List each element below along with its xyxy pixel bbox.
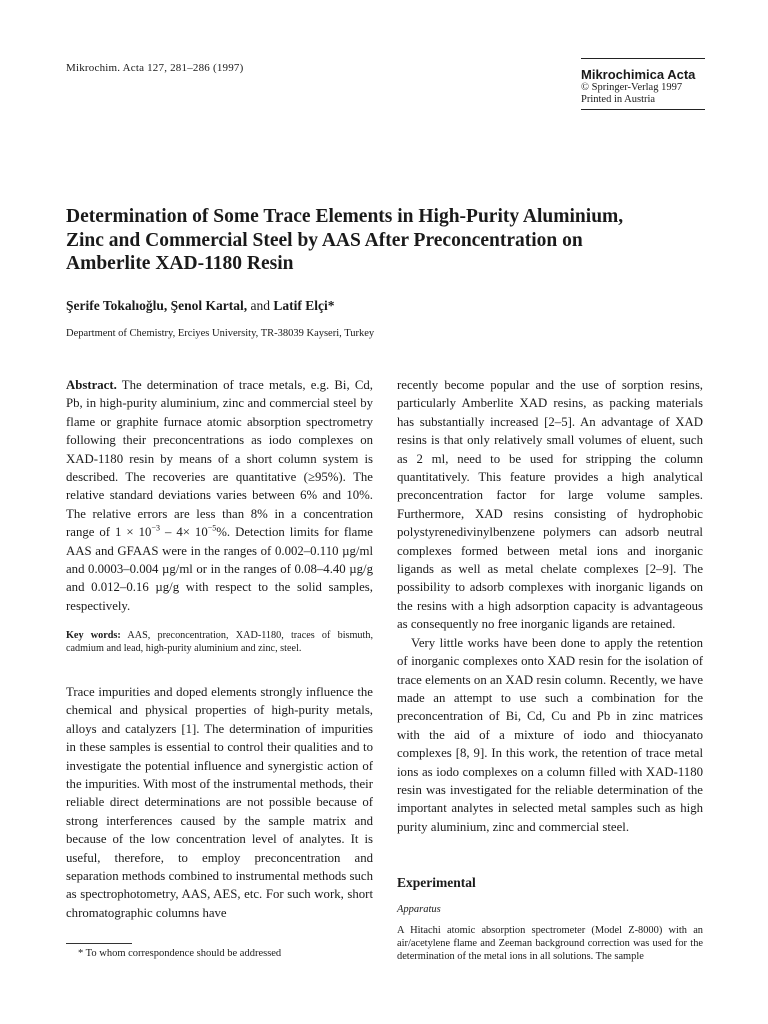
title-line: Zinc and Commercial Steel by AAS After Preconcentration on bbox=[66, 229, 583, 251]
article-title bbox=[66, 205, 666, 276]
printed-line: Printed in Austria bbox=[581, 94, 656, 105]
introduction-section bbox=[66, 683, 373, 922]
keywords bbox=[66, 630, 373, 655]
intro-continued bbox=[397, 376, 703, 836]
right-paragraph-2: Very little works have been done to apply the retention of inorganic complexes onto XAD resin for the isolation of trace elements on an XAD resin column. Recently, we have made an attempt to use such a combination for the preconcentration of Bi, Cd, Cu and Pb in zinc matrices with the aid of a mixture of iodo and thiocyanato complexes [8, 9]. In this work, the retention of trace metal ions as iodo complexes on a column filled with XAD-1180 resin was investigated for the reliable determination of the important analytes in selected metal samples such as high purity aluminium, zinc and commercial steel. bbox=[397, 635, 703, 834]
footnote-rule bbox=[66, 943, 132, 944]
author-1: Şerife Tokalıoğlu, bbox=[66, 298, 168, 313]
abstract-paragraph: Abstract. The determination of trace metals, e.g. Bi, Cd, Pb, in high-purity aluminium, zinc and commercial steel by flame or graphite furnace atomic absorption spectrometry following their preconcentrations as iodo complexes on XAD-1180 resin by means of a short column system is described. The recoveries are quantitative (≥95%). The relative standard deviations varies between 6% and 10%. The relative errors are less than 8% in a concentration range of $1 \times 10^{-3} - 4\times 10^{-5}\%$. Detection limits for flame AAS and GFAAS were in the ranges of 0.002–0.110 µg/ml and 0.0003–0.004 µg/ml or in the ranges of 0.08–4.40 µg/g and 0.012–0.16 µg/g with respect to the solid samples, respectively. bbox=[66, 378, 373, 613]
journal-name: Mikrochimica Acta bbox=[581, 67, 696, 82]
journal-rule-top bbox=[581, 58, 705, 59]
title-line: Amberlite XAD-1180 Resin bbox=[66, 253, 294, 274]
keywords-text: AAS, preconcentration, XAD-1180, traces of bismuth, cadmium and lead, high-purity aluminium and zinc, steel. bbox=[66, 630, 374, 654]
experimental-heading: Experimental bbox=[397, 875, 476, 890]
author-list bbox=[66, 298, 335, 314]
abstract-label: Abstract. bbox=[66, 378, 117, 392]
apparatus-heading: Apparatus bbox=[397, 904, 441, 915]
affiliation: Department of Chemistry, Erciyes University, TR-38039 Kayseri, Turkey bbox=[66, 328, 375, 339]
journal-citation: Mikrochim. Acta 127, 281–286 (1997) bbox=[66, 62, 244, 74]
right-paragraph-1: recently become popular and the use of sorption resins, particularly Amberlite XAD resins, as packing materials has substantially increased [2–5]. An advantage of XAD resins is that only relatively small volumes of eluent, such as 2 ml, need to be used for stripping the column quantitatively. This feature provides a high analytical preconcentration factor for large volume samples. Furthermore, XAD resins consisting of hydrophobic polystyrenedivinylbenzene polymers can adsorb neutral complexes formed between metal ions and inorganic ligands as well as metal chelate complexes [2–9]. The possibility to adsorb complexes with inorganic ligands on the resins with a high adsorption capacity is advantageous as consequently no free inorganic ligands are retained. bbox=[397, 378, 703, 632]
apparatus-section bbox=[397, 924, 703, 964]
author-3: Latif Elçi* bbox=[273, 298, 335, 313]
apparatus-paragraph: A Hitachi atomic absorption spectrometer (Model Z-8000) with an air/acetylene flame and Zeeman background correction was used for the determination of the metal ions in all solutions. The sample bbox=[397, 925, 703, 963]
intro-paragraph: Trace impurities and doped elements strongly influence the chemical and physical properties of high-purity metals, alloys and catalyzers [1]. The determination of impurities in these samples is essential to control their qualities and to investigate the potential influence and synergistic action of the impurities. With most of the instrumental methods, their reliable direct determinations are not possible because of strong interferences caused by the sample matrix and because of the low concentration level of analytes. It is useful, therefore, to employ preconcentration and separation methods combined to instrumental methods such as spectrophotometry, AAS, AES, etc. For such work, short chromatographic columns have bbox=[66, 685, 373, 920]
abstract-section bbox=[66, 376, 373, 615]
title-line: Determination of Some Trace Elements in High-Purity Aluminium, bbox=[66, 206, 624, 227]
journal-info-box bbox=[581, 58, 705, 110]
keywords-label: Key words: bbox=[66, 630, 121, 641]
author-conjunction: and bbox=[250, 298, 271, 313]
footnote: * To whom correspondence should be addressed bbox=[78, 948, 282, 959]
publisher-line: © Springer-Verlag 1997 bbox=[581, 82, 683, 93]
author-2: Şenol Kartal, bbox=[170, 298, 248, 313]
journal-rule-bottom bbox=[581, 109, 705, 110]
